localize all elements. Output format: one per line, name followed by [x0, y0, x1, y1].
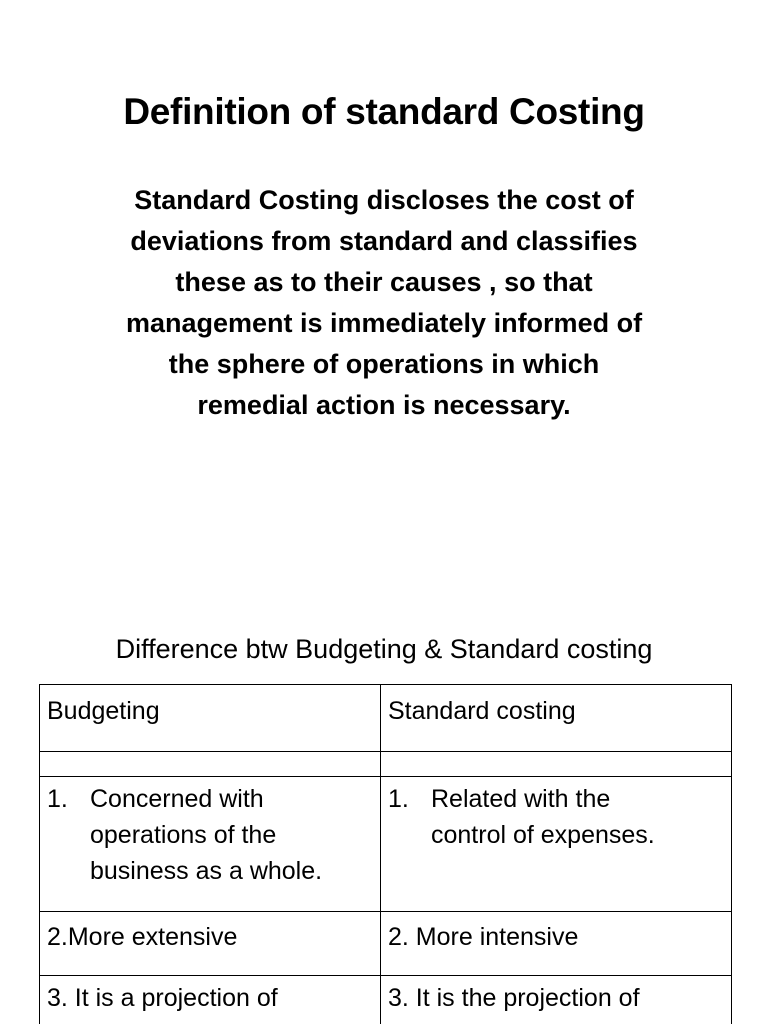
definition-line: these as to their causes , so that	[175, 267, 593, 297]
table-row	[40, 976, 732, 1024]
comparison-table	[39, 684, 732, 1024]
definition-line: management is immediately informed of	[125, 308, 643, 338]
table-header-row	[40, 685, 732, 752]
cell-standard-1	[381, 777, 732, 912]
numbered-item	[47, 781, 374, 889]
table-heading: Difference btw Budgeting & Standard costing	[115, 634, 653, 664]
table-row-empty	[40, 752, 732, 777]
header-standard-costing: Standard costing	[381, 685, 732, 752]
cell-standard-2: 2. More intensive	[381, 912, 732, 976]
item-line: business as a whole.	[90, 857, 323, 885]
empty-cell	[381, 752, 732, 777]
cell-budgeting-3: 3. It is a projection of	[40, 976, 381, 1024]
definition-line: the sphere of operations in which	[168, 349, 600, 379]
definition-line: Standard Costing discloses the cost of	[134, 185, 634, 215]
item-number: 1.	[388, 785, 409, 813]
item-line: Concerned with	[90, 785, 264, 813]
cell-budgeting-2: 2.More extensive	[40, 912, 381, 976]
numbered-item	[388, 781, 725, 853]
definition-text	[84, 180, 684, 426]
definition-line: deviations from standard and classifies	[130, 226, 638, 256]
cell-budgeting-1	[40, 777, 381, 912]
item-text	[431, 781, 655, 853]
header-budgeting: Budgeting	[40, 685, 381, 752]
table-row	[40, 912, 732, 976]
page-title: Definition of standard Costing	[123, 91, 645, 132]
item-line: control of expenses.	[431, 821, 655, 849]
definition-line: remedial action is necessary.	[197, 390, 571, 420]
table-row	[40, 777, 732, 912]
empty-cell	[40, 752, 381, 777]
item-text	[90, 781, 322, 889]
item-line: Related with the	[431, 785, 611, 813]
item-number: 1.	[47, 785, 68, 813]
cell-standard-3: 3. It is the projection of	[381, 976, 732, 1024]
item-line: operations of the	[90, 821, 277, 849]
